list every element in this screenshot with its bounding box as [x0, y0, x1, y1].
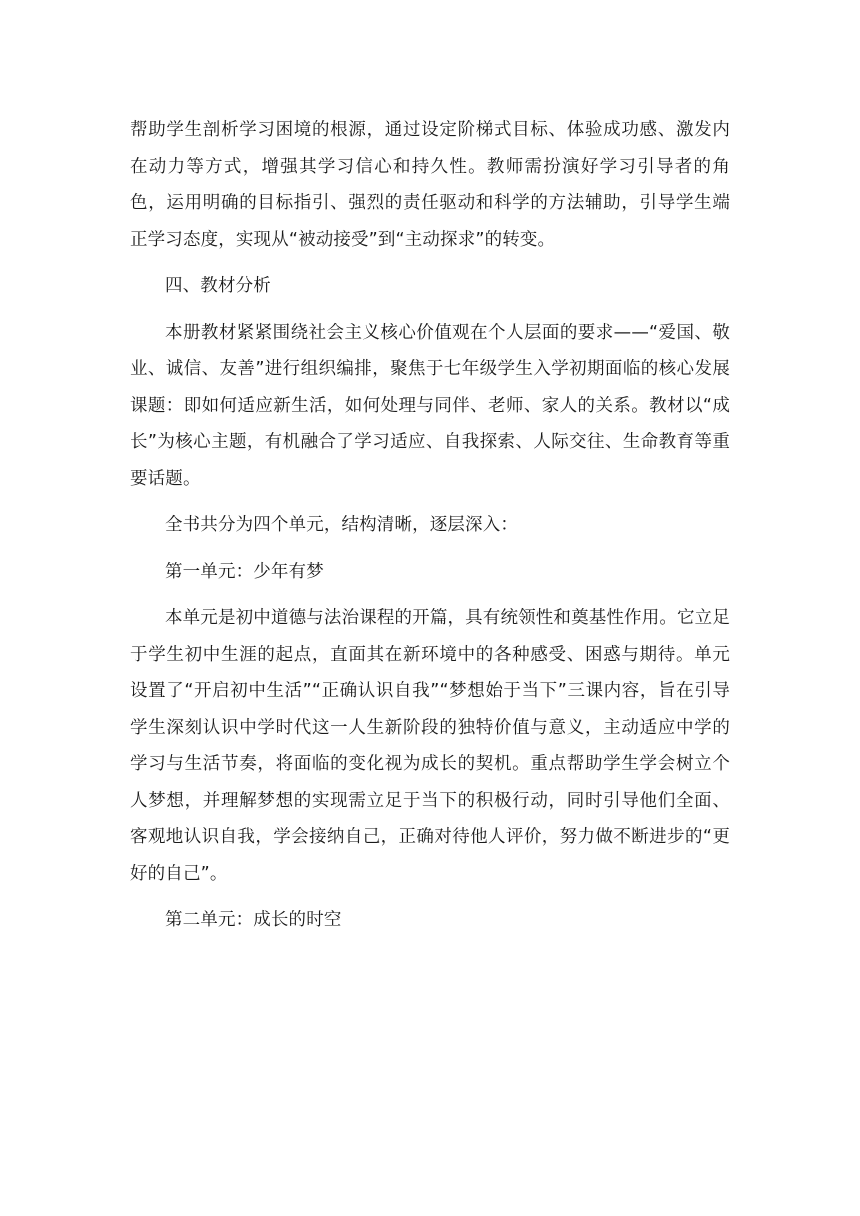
section-heading-textbook-analysis: 四、教材分析 — [165, 276, 271, 296]
paragraph-unit-structure: 全书共分为四个单元，结构清晰，逐层深入： — [165, 515, 518, 535]
document-body — [130, 112, 730, 949]
paragraph-unit-1-description: 本单元是初中道德与法治课程的开篇，具有统领性和奠基性作用。它立足于学生初中生涯的起点，直面其在新环境中的各种感受、困惑与期待。单元设置了“开启初中生活”“正确认识自我”“梦想始于当下”三课内容，旨在引导学生深刻认识中学时代这一人生新阶段的独特价值与意义，主动适应中学的学习与生活节奏，将面临的变化视为成长的契机。重点帮助学生学会树立个人梦想，并理解梦想的实现需立足于当下的积极行动，同时引导他们全面、客观地认识自我，学会接纳自己，正确对待他人评价，努力做不断进步的“更好的自己”。 — [130, 608, 730, 884]
unit-heading-1: 第一单元：少年有梦 — [165, 561, 324, 582]
paragraph-learning-guidance: 帮助学生剖析学习困境的根源，通过设定阶梯式目标、体验成功感、激发内在动力等方式，增强其学习信心和持久性。教师需扮演好学习引导者的角色，运用明确的目标指引、强烈的责任驱动和科学的方法辅助，引导学生端正学习态度，实现从“被动接受”到“主动探求”的转变。 — [130, 120, 730, 250]
paragraph-textbook-overview: 本册教材紧紧围绕社会主义核心价值观在个人层面的要求——“爱国、敬业、诚信、友善”进行组织编排，聚焦于七年级学生入学初期面临的核心发展课题：即如何适应新生活，如何处理与同伴、老师、家人的关系。教材以“成长”为核心主题，有机融合了学习适应、自我探索、人际交往、生命教育等重要话题。 — [130, 322, 730, 489]
unit-heading-2: 第二单元：成长的时空 — [165, 910, 342, 930]
